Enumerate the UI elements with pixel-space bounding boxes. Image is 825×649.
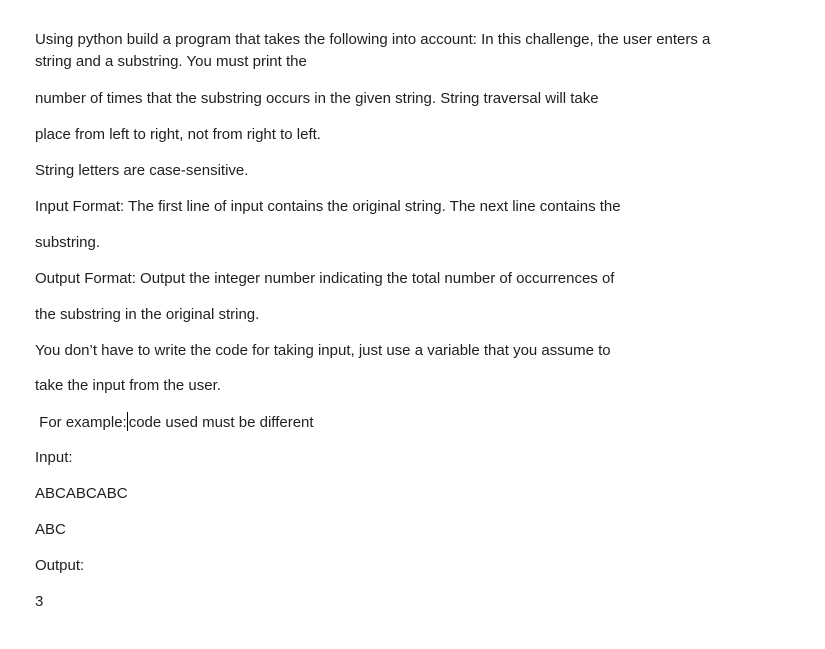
paragraph-line: Input Format: The first line of input contains the original string. The next line contains the	[35, 198, 621, 215]
paragraph-line: take the input from the user.	[35, 377, 221, 394]
paragraph-line: You don’t have to write the code for taking input, just use a variable that you assume to	[35, 342, 611, 359]
paragraph-line: the substring in the original string.	[35, 306, 260, 323]
input-line-1: ABCABCABC	[35, 485, 128, 502]
input-line-2: ABC	[35, 521, 66, 538]
text-cursor	[127, 412, 128, 431]
paragraph-line: Using python build a program that takes the following into account: In this challenge, the user enters a	[35, 31, 711, 48]
example-prefix: For example:	[35, 414, 127, 431]
paragraph-line: place from left to right, not from right to left.	[35, 126, 321, 143]
input-label: Input:	[35, 449, 73, 466]
example-suffix: code used must be different	[128, 414, 314, 431]
example-line	[35, 412, 314, 433]
paragraph-line: String letters are case-sensitive.	[35, 162, 249, 179]
document-body[interactable]	[35, 0, 795, 649]
paragraph-line: number of times that the substring occurs in the given string. String traversal will take	[35, 90, 599, 107]
output-label: Output:	[35, 557, 85, 574]
paragraph-line: string and a substring. You must print the	[35, 53, 307, 70]
paragraph-line: Output Format: Output the integer number indicating the total number of occurrences of	[35, 270, 615, 287]
paragraph-line: substring.	[35, 234, 101, 251]
output-value: 3	[35, 593, 44, 610]
